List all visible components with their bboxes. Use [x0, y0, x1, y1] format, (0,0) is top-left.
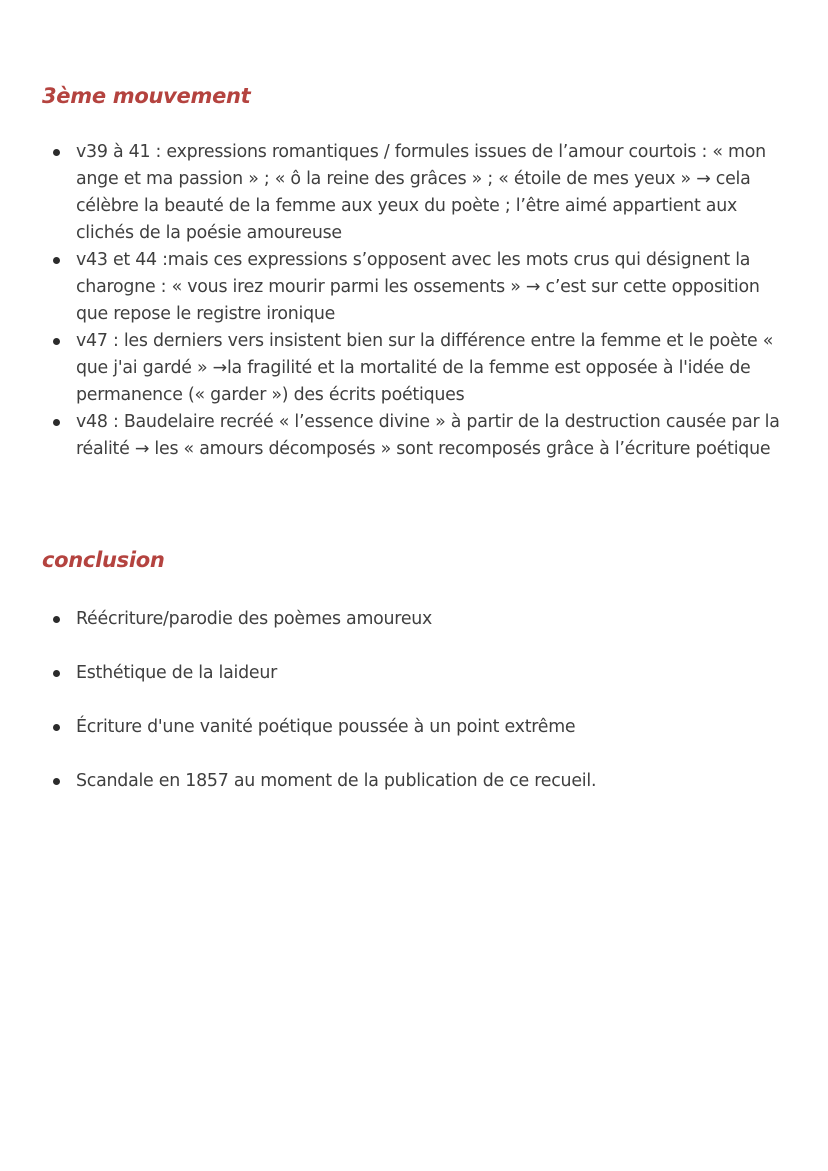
bullet-icon [53, 257, 60, 264]
mouvement-bullet-list [42, 139, 794, 463]
list-item-text: Scandale en 1857 au moment de la publication de ce recueil. [76, 771, 597, 791]
bullet-icon [53, 419, 60, 426]
list-item-text: v47 : les derniers vers insistent bien sur la différence entre la femme et le poète « que j'ai gardé » →la fragilité et la mortalité de la femme est opposée à l'idée de permanence (« garder ») des écrits poétiques [76, 331, 774, 405]
list-item [42, 606, 794, 633]
bullet-icon [53, 778, 60, 785]
list-item-text: Esthétique de la laideur [76, 663, 278, 683]
bullet-icon [53, 724, 60, 731]
list-item-text: v43 et 44 :mais ces expressions s’opposent avec les mots crus qui désignent la charogne : « vous irez mourir parmi les ossements » → c’est sur cette opposition que repose le registre ironique [76, 250, 760, 324]
bullet-icon [53, 670, 60, 677]
list-item-text: v48 : Baudelaire recréé « l’essence divine » à partir de la destruction causée par la réalité → les « amours décomposés » sont recomposés grâce à l’écriture poétique [76, 412, 780, 459]
list-item [42, 768, 794, 795]
section-title-conclusion: conclusion [42, 548, 165, 572]
bullet-icon [53, 149, 60, 156]
list-item-text: Réécriture/parodie des poèmes amoureux [76, 609, 433, 629]
list-item-text: v39 à 41 : expressions romantiques / formules issues de l’amour courtois : « mon ange et ma passion » ; « ô la reine des grâces » ; « étoile de mes yeux » → cela célèbre la beauté de la femme aux yeux du poète ; l’être aimé appartient aux clichés de la poésie amoureuse [76, 142, 766, 243]
list-item [42, 660, 794, 687]
list-item [42, 247, 794, 328]
list-item [42, 139, 794, 247]
section-title-3eme-mouvement: 3ème mouvement [42, 84, 251, 108]
bullet-icon [53, 338, 60, 345]
list-item [42, 714, 794, 741]
bullet-icon [53, 616, 60, 623]
list-item-text: Écriture d'une vanité poétique poussée à un point extrême [76, 717, 576, 737]
conclusion-bullet-list [42, 606, 794, 822]
list-item [42, 409, 794, 463]
list-item [42, 328, 794, 409]
